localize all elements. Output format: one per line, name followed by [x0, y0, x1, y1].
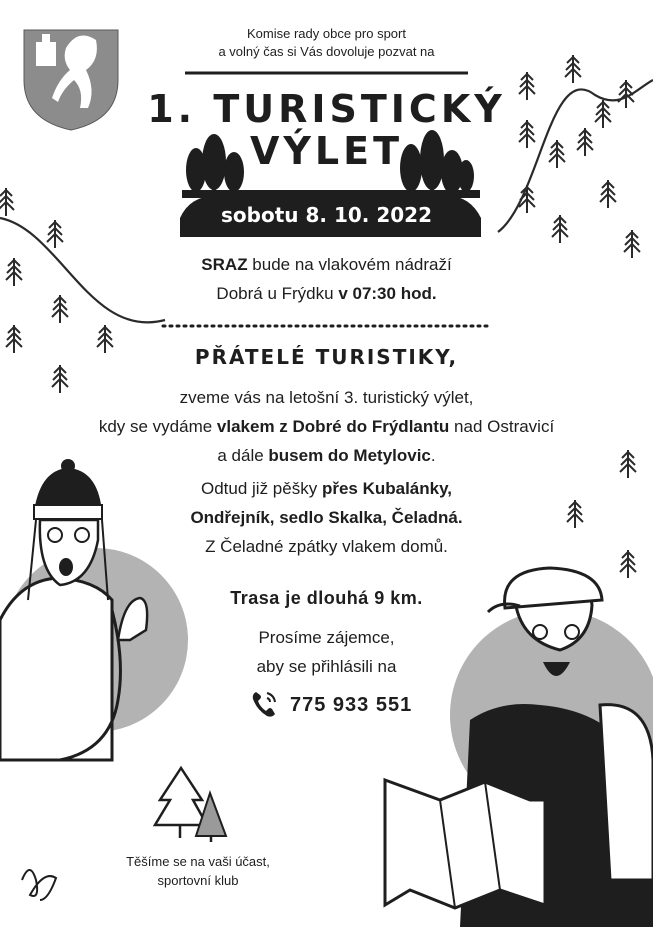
meeting-label: SRAZ — [201, 255, 248, 274]
closing-note — [108, 852, 288, 890]
invite-line-3c: . — [430, 446, 436, 465]
invite-heading: PŘÁTELÉ TURISTIKY, — [194, 345, 459, 369]
invite-line-3b: busem do Metylovic — [268, 446, 431, 465]
artist-signature — [22, 870, 56, 900]
invite-line-4a: Odtud již pěšky — [200, 479, 322, 498]
route-length: Trasa je dlouhá 9 km. — [230, 588, 423, 608]
meeting-place: bude na vlakovém nádraží — [247, 255, 452, 274]
signup-info — [0, 623, 653, 681]
invite-body — [0, 383, 653, 561]
title-line-2: VÝLET — [249, 129, 404, 173]
closing-line-1: Těšíme se na vaši účast, — [126, 854, 270, 869]
meeting-station: Dobrá u Frýdku — [216, 284, 339, 303]
phone-number[interactable]: 775 933 551 — [290, 694, 413, 716]
invite-line-6: Z Čeladné zpátky vlakem domů. — [205, 537, 448, 556]
closing-line-2: sportovní klub — [157, 873, 239, 888]
hiker-man-illustration — [385, 568, 653, 927]
invite-line-3a: a dále — [217, 446, 269, 465]
tree-icon — [155, 768, 226, 842]
signup-line-1: Prosíme zájemce, — [258, 628, 395, 647]
signup-line-2: aby se přihlásili na — [256, 657, 397, 676]
event-title — [0, 88, 653, 172]
invite-line-2b: vlakem z Dobré do Frýdlantu — [216, 417, 450, 436]
title-line-1: 1. TURISTICKÝ — [147, 87, 506, 131]
invite-line-2a: kdy se vydáme — [98, 417, 217, 436]
invitation-header — [0, 25, 653, 61]
header-line-2: a volný čas si Vás dovoluje pozvat na — [218, 44, 435, 59]
event-date: sobotu 8. 10. 2022 — [221, 203, 432, 227]
header-line-1: Komise rady obce pro sport — [247, 26, 406, 41]
meeting-info — [0, 250, 653, 308]
invite-line-2c: nad Ostravicí — [449, 417, 555, 436]
meeting-time: v 07:30 hod. — [338, 284, 437, 303]
phone-icon — [253, 692, 275, 717]
invite-line-4b: přes Kubalánky, — [321, 479, 453, 498]
invite-line-5: Ondřejník, sedlo Skalka, Čeladná. — [190, 508, 463, 527]
invite-line-1: zveme vás na letošní 3. turistický výlet, — [179, 388, 474, 407]
